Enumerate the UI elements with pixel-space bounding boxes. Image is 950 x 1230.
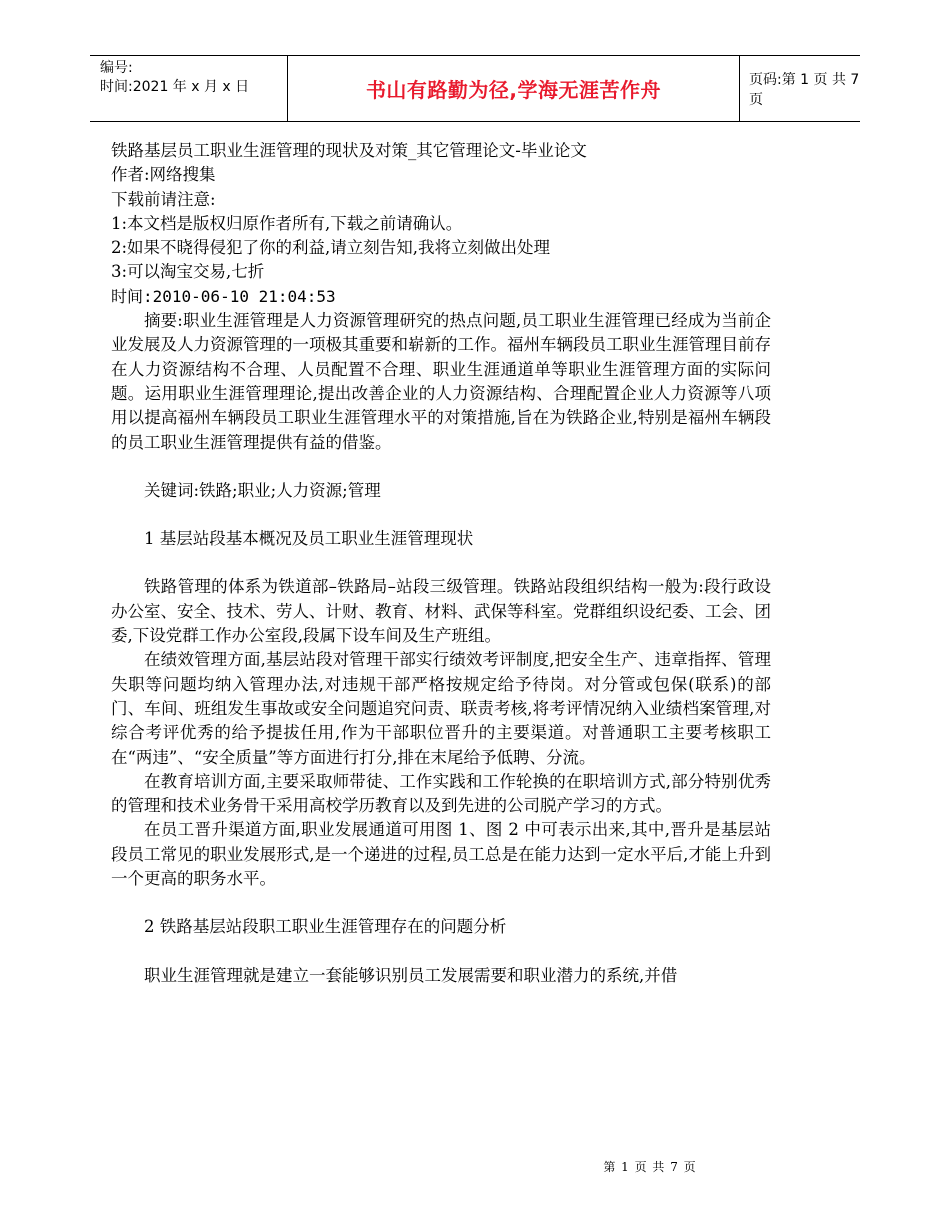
article-time: 时间:2010-06-10 21:04:53 (111, 286, 336, 306)
body-paragraph-2: 在绩效管理方面,基层站段对管理干部实行绩效考评制度,把安全生产、违章指挥、管理失职等问题均纳入管理办法,对违规干部严格按规定给予待岗。对分管或包保(联系)的部门、车间、班组发生事故或安全问题追究问责、联责考核,将考评情况纳入业绩档案管理,对综合考评优秀的给予提拔任用,作为干部职位晋升的主要渠道。对普通职工主要考核职工在“两违”、“安全质量”等方面进行打分,排在末尾给予低聘、分流。 (111, 650, 771, 767)
spacer (111, 891, 771, 915)
section-1-heading: 1 基层站段基本概况及员工职业生涯管理现状 (144, 529, 474, 549)
keywords-line: 关键词:铁路;职业;人力资源;管理 (144, 480, 381, 500)
spacer (111, 940, 771, 964)
motto-text: 书山有路勤为径,学海无涯苦作舟 (365, 78, 662, 102)
notice-item-2: 2:如果不晓得侵犯了你的利益,请立刻告知,我将立刻做出处理 (111, 238, 551, 258)
notice-title: 下载前请注意: (111, 189, 216, 209)
spacer (111, 551, 771, 575)
document-body (111, 139, 771, 988)
spacer (111, 503, 771, 527)
body-paragraph-4: 在员工晋升渠道方面,职业发展通道可用图 1、图 2 中可表示出来,其中,晋升是基层站段员工常见的职业发展形式,是一个递进的过程,员工总是在能力达到一定水平后,才能上升到一个更高的职务水平。 (111, 820, 771, 889)
section-2-heading: 2 铁路基层站段职工职业生涯管理存在的问题分析 (144, 917, 507, 937)
header-meta-cell (90, 56, 287, 121)
body-paragraph-3: 在教育培训方面,主要采取师带徒、工作实践和工作轮换的在职培训方式,部分特别优秀的管理和技术业务骨干采用高校学历教育以及到先进的公司脱产学习的方式。 (111, 771, 771, 816)
article-author: 作者:网络搜集 (111, 165, 216, 185)
notice-item-3: 3:可以淘宝交易,七折 (111, 262, 265, 282)
body-paragraph-5: 职业生涯管理就是建立一套能够识别员工发展需要和职业潜力的系统,并借 (144, 965, 678, 985)
abstract-paragraph: 摘要:职业生涯管理是人力资源管理研究的热点问题,员工职业生涯管理已经成为当前企业发展及人力资源管理的一项极其重要和崭新的工作。福州车辆段员工职业生涯管理目前存在人力资源结构不合理、人员配置不合理、职业生涯通道单等职业生涯管理方面的实际问题。运用职业生涯管理理论,提出改善企业的人力资源结构、合理配置企业人力资源等八项用以提高福州车辆段员工职业生涯管理水平的对策措施,旨在为铁路企业,特别是福州车辆段的员工职业生涯管理提供有益的借鉴。 (111, 311, 771, 452)
body-paragraph-1: 铁路管理的体系为铁道部–铁路局–站段三级管理。铁路站段组织结构一般为:段行政设办公室、安全、技术、劳人、计财、教育、材料、武保等科室。党群组织设纪委、工会、团委,下设党群工作办公室段,段属下设车间及生产班组。 (111, 577, 771, 646)
serial-label: 编号: (100, 60, 133, 76)
header-page-label: 页码:第 1 页 共 7 页 (749, 71, 860, 108)
header-table (90, 55, 860, 122)
spacer (111, 455, 771, 479)
notice-item-1: 1:本文档是版权归原作者所有,下载之前请确认。 (111, 213, 463, 233)
footer-page-number: 第 1 页 共 7 页 (603, 1160, 697, 1174)
time-label: 时间:2021 年 x 月 x 日 (100, 79, 250, 95)
article-title: 铁路基层员工职业生涯管理的现状及对策_其它管理论文-毕业论文 (111, 141, 587, 160)
header-motto-cell (287, 56, 740, 121)
header-page-cell (740, 56, 860, 121)
